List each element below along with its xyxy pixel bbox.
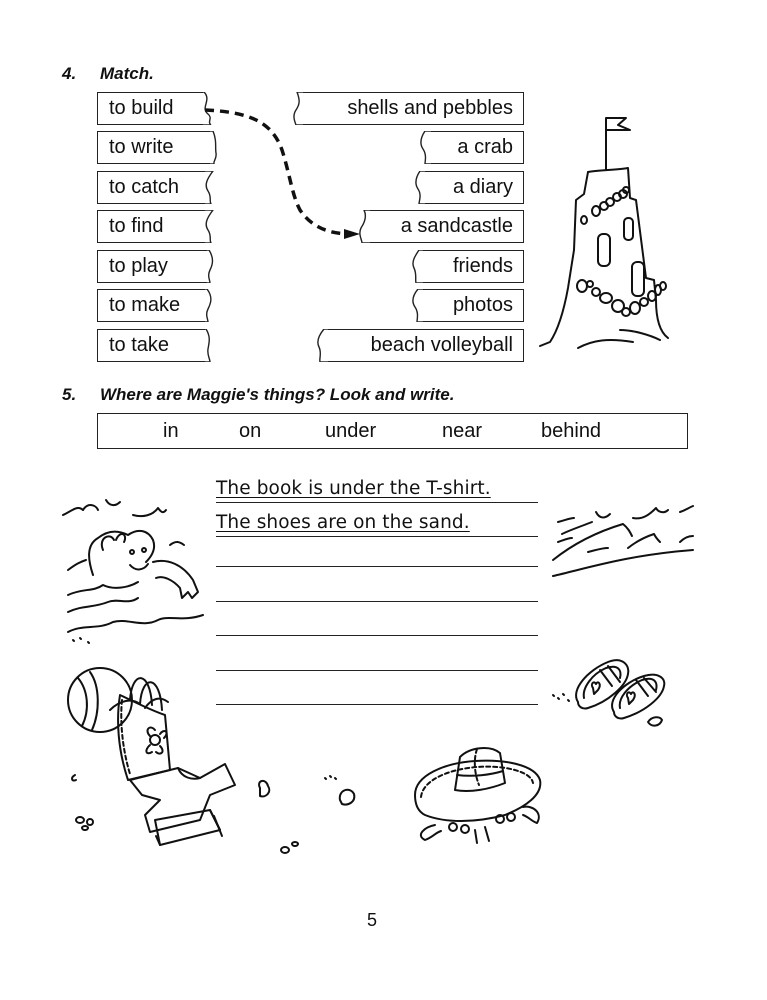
match-right-label: beach volleyball — [370, 334, 513, 356]
answer-line[interactable] — [216, 540, 538, 567]
word-bank-item: near — [442, 420, 483, 442]
match-right-label: photos — [452, 294, 513, 316]
match-left-label: to write — [109, 136, 174, 158]
answer-line[interactable] — [216, 609, 538, 636]
beach-items-icon — [60, 660, 300, 860]
exercise-5-title: Where are Maggie's things? Look and write. — [100, 385, 455, 404]
hat-and-crabs-icon — [405, 745, 555, 845]
answer-line[interactable] — [216, 575, 538, 602]
exercise-4-number: 4. — [62, 64, 77, 83]
word-bank-item: under — [325, 420, 377, 442]
match-right-label: a diary — [452, 176, 513, 198]
match-right-label: a sandcastle — [400, 215, 513, 237]
match-left-label: to make — [109, 294, 181, 316]
match-right-label: friends — [452, 255, 513, 277]
match-left-label: to take — [109, 334, 170, 356]
word-bank-item: in — [163, 420, 179, 442]
match-left-label: to find — [109, 215, 164, 237]
match-left-label: to play — [109, 255, 168, 277]
sea-waves-icon — [548, 500, 693, 580]
match-left-label: to build — [109, 97, 174, 119]
sandcastle-icon — [538, 110, 688, 355]
swimming-girl-icon — [58, 480, 208, 645]
answer-line[interactable]: The shoes are on the sand. — [216, 510, 538, 537]
match-right-label: a crab — [457, 136, 513, 158]
word-bank — [97, 413, 688, 449]
answer-line[interactable]: The book is under the T-shirt. — [216, 476, 538, 503]
match-right-label: shells and pebbles — [347, 97, 513, 119]
match-left-label: to catch — [109, 176, 180, 198]
word-bank-item: on — [239, 420, 262, 442]
page-number: 5 — [367, 910, 378, 930]
word-bank-item: behind — [541, 420, 602, 442]
sandals-icon — [548, 650, 673, 730]
exercise-4-title: Match. — [100, 64, 154, 83]
shell-icon — [320, 770, 370, 810]
exercise-5-number: 5. — [62, 385, 77, 404]
